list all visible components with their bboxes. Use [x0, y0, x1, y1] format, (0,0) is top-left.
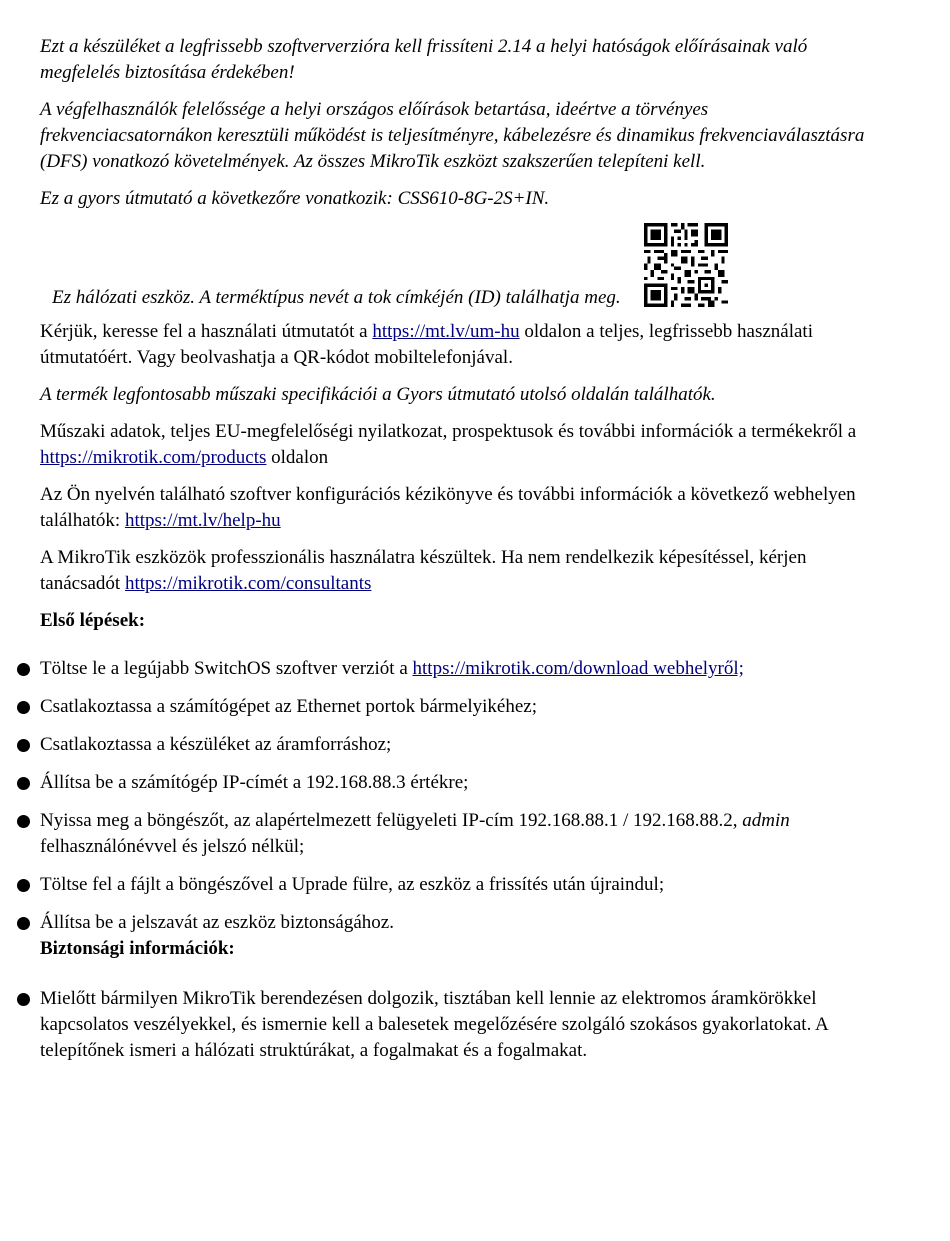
- list-item: Töltse fel a fájlt a böngészővel a Uprade fülre, az eszköz a frissítés után újraindul;: [40, 872, 870, 898]
- list-item: Nyissa meg a böngészőt, az alapértelmezett felügyeleti IP-cím 192.168.88.1 / 192.168.88.2, admin felhasználónévvel és jelszó nélkül;: [40, 808, 870, 860]
- list-item: Mielőtt bármilyen MikroTik berendezésen dolgozik, tisztában kell lennie az elektromos áramkörökkel kapcsolatos veszélyekkel, és ismernie kell a balesetek megelőzésére szolgáló szokásos gyakorlatokat. A telepítőnek ismeri a hálózati struktúrákat, a fogalmakat és a fogalmakat.: [40, 986, 870, 1064]
- manual-paragraph: Kérjük, keresse fel a használati útmutatót a https://mt.lv/um-hu oldalon a teljes, legfrissebb használati útmutatóért. Vagy beolvashatja a QR-kódot mobiltelefonjával.: [40, 321, 813, 368]
- safety-heading: Biztonsági információk:: [40, 938, 235, 959]
- specs-note: A termék legfontosabb műszaki specifikációi a Gyors útmutató utolsó oldalán találhatók.: [40, 384, 716, 405]
- products-link[interactable]: https://mikrotik.com/products: [40, 447, 267, 468]
- download-link[interactable]: https://mikrotik.com/download webhelyről;: [412, 658, 744, 679]
- document-page: [40, 34, 870, 1076]
- list-item: Állítsa be a számítógép IP-címét a 192.168.88.3 értékre;: [40, 770, 870, 796]
- qr-code-icon[interactable]: [644, 223, 728, 307]
- help-paragraph: Az Ön nyelvén található szoftver konfigurációs kézikönyve és további információk a következő webhelyen találhatók: https://mt.lv/help-hu: [40, 484, 856, 531]
- list-item: Csatlakoztassa a számítógépet az Ethernet portok bármelyikéhez;: [40, 694, 870, 720]
- safety-list: [40, 986, 870, 1064]
- model-applicability: Ez a gyors útmutató a következőre vonatkozik: CSS610-8G-2S+IN.: [40, 188, 550, 209]
- consultants-paragraph: A MikroTik eszközök professzionális használatra készültek. Ha nem rendelkezik képesítéssel, kérjen tanácsadót https://mikrotik.com/consultants: [40, 547, 807, 594]
- first-steps-list: [40, 656, 870, 936]
- first-steps-heading: Első lépések:: [40, 610, 146, 631]
- manual-link[interactable]: https://mt.lv/um-hu: [372, 321, 520, 342]
- help-link[interactable]: https://mt.lv/help-hu: [124, 510, 281, 531]
- list-item: Állítsa be a jelszavát az eszköz biztonságához.: [40, 910, 870, 936]
- regulatory-notice: A végfelhasználók felelőssége a helyi országos előírások betartása, ideértve a törvényes frekvenciacsatornákon keresztüli működést is teljesítményre, kábelezésre és dinamikus frekvenciaválasztásra (DFS) vonatkozó követelmények. Az összes MikroTik eszközt szakszerűen telepíteni kell.: [40, 99, 865, 172]
- update-notice: Ezt a készüléket a legfrissebb szoftververzióra kell frissíteni 2.14 a helyi hatóságok előírásainak való megfelelés biztosítása érdekében!: [40, 36, 808, 83]
- qr-section: [40, 223, 870, 313]
- consultants-link[interactable]: https://mikrotik.com/consultants: [124, 573, 372, 594]
- qr-caption: Ez hálózati eszköz. A terméktípus nevét a tok címkéjén (ID) találhatja meg.: [52, 287, 621, 308]
- list-item: Töltse le a legújabb SwitchOS szoftver verziót a https://mikrotik.com/download webhelyről;: [40, 656, 870, 682]
- products-paragraph: Műszaki adatok, teljes EU-megfelelőségi nyilatkozat, prospektusok és további információk a termékekről a https://mikrotik.com/products oldalon: [40, 421, 857, 468]
- list-item: Csatlakoztassa a készüléket az áramforráshoz;: [40, 732, 870, 758]
